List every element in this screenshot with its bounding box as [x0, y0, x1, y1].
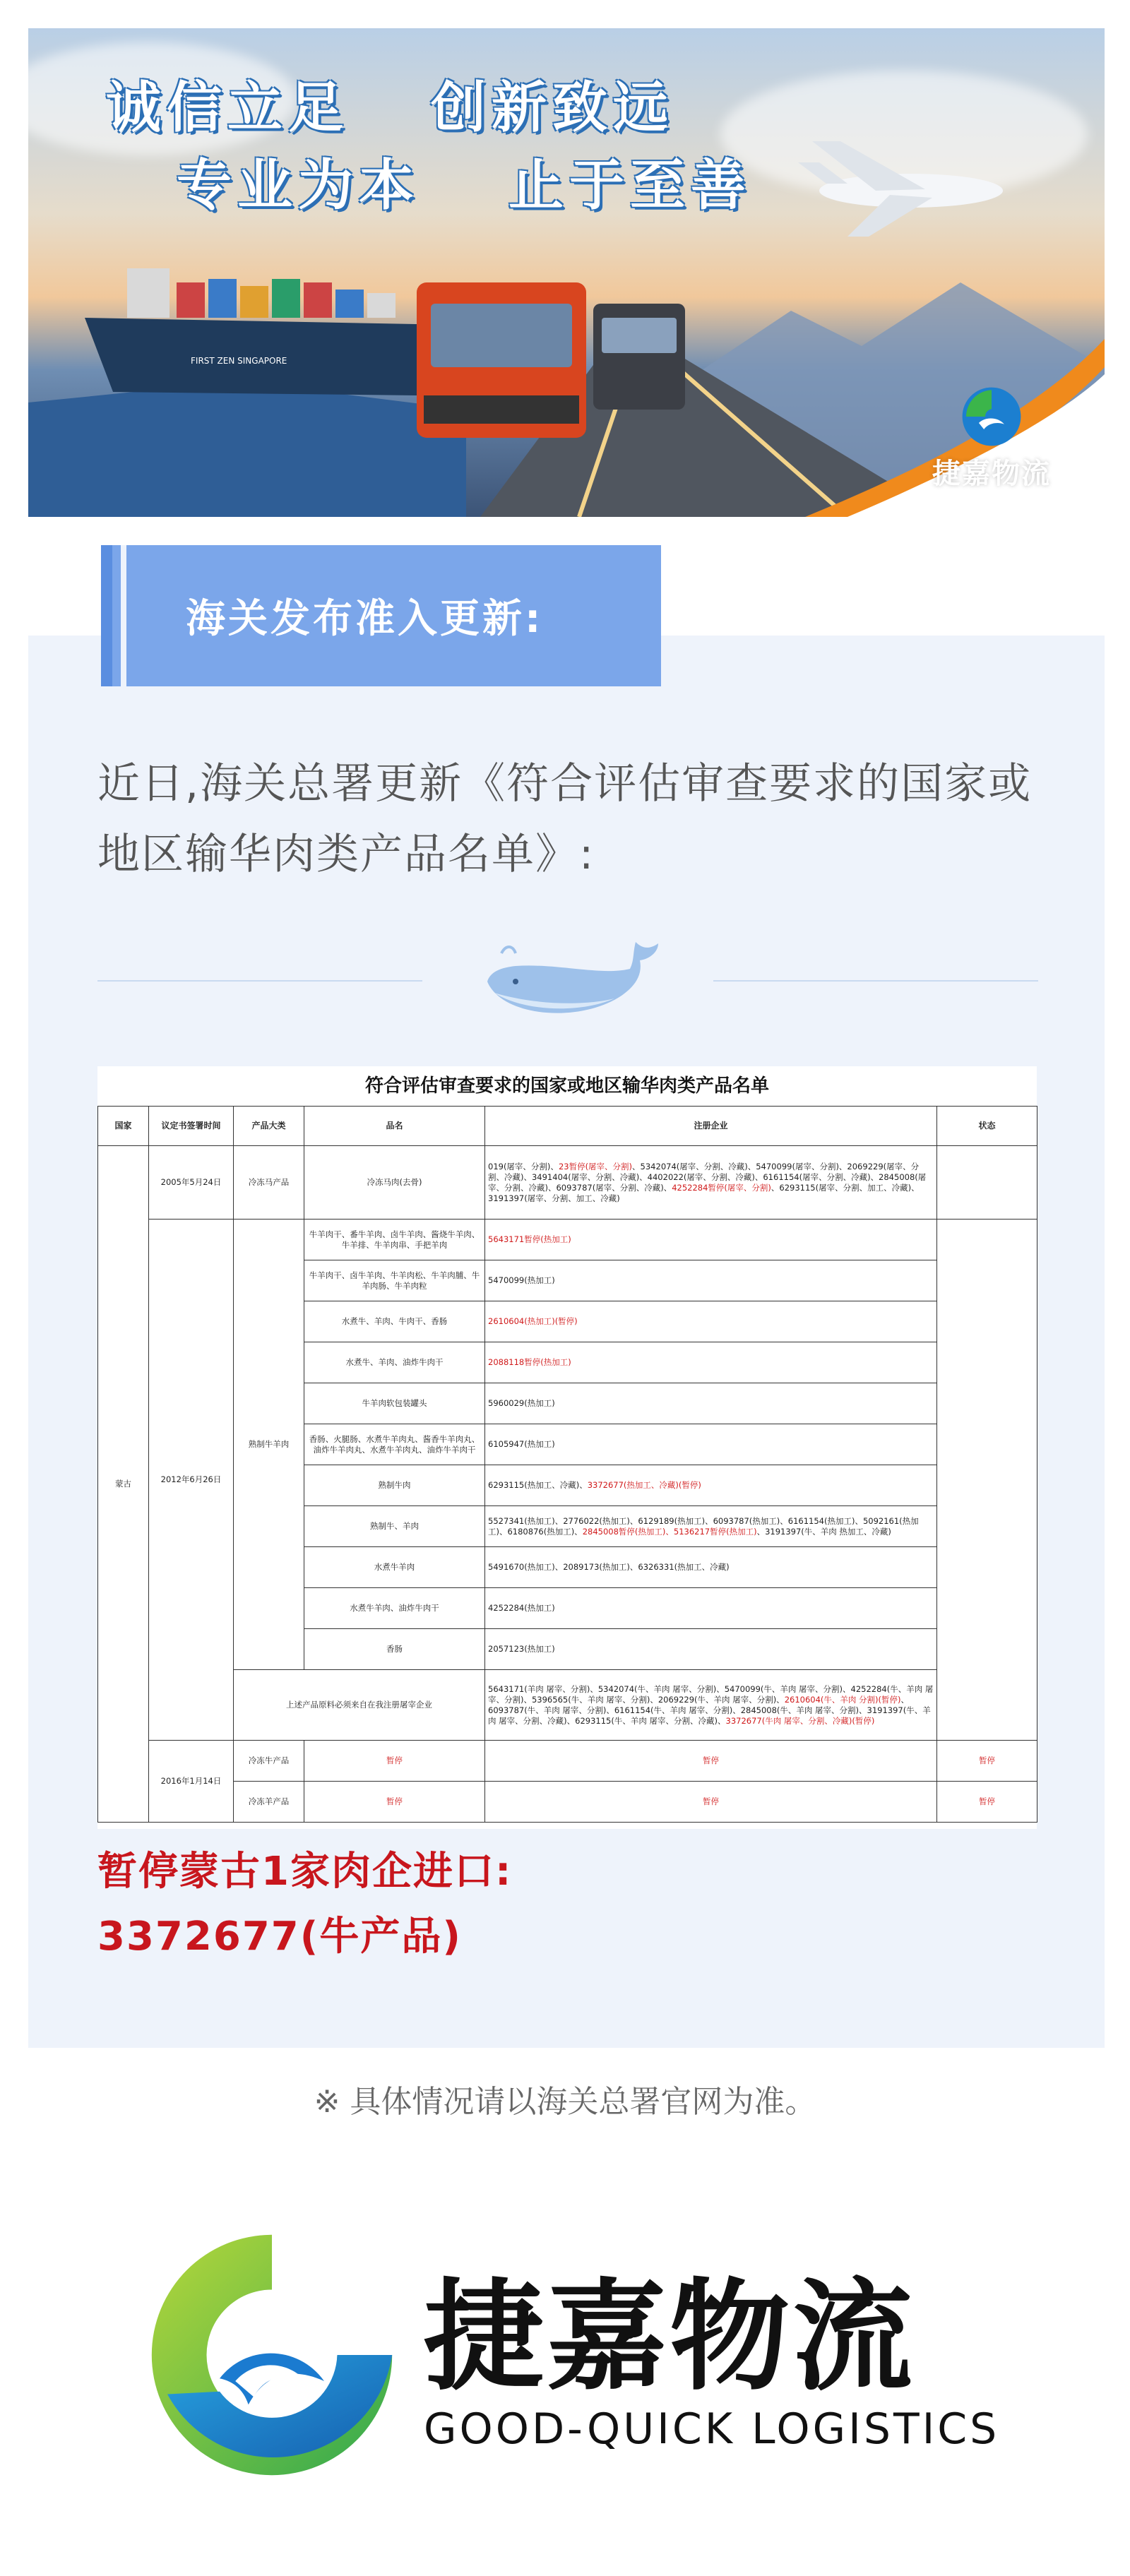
product-cell: 牛羊肉干、卤牛羊肉、牛羊肉松、牛羊肉脯、牛羊肉肠、牛羊肉粒: [304, 1260, 485, 1301]
status-cell: [937, 1146, 1037, 1220]
header-enterprise: 注册企业: [485, 1107, 937, 1146]
meat-product-list-document: [97, 1066, 1037, 1829]
enterprise-cell: 6293115(热加工、冷藏)、3372677(热加工、冷藏)(暂停): [485, 1465, 937, 1506]
brand-swirl-icon: [960, 385, 1023, 448]
hero-banner: [28, 28, 1105, 517]
whale-icon: [473, 932, 664, 1038]
table-row: [98, 1782, 1037, 1823]
slogan-line2-a: 专业为本: [177, 153, 420, 217]
header-category: 产品大类: [234, 1107, 304, 1146]
category-cell: 冷冻羊产品: [234, 1782, 304, 1823]
enterprise-cell: 5527341(热加工)、2776022(热加工)、6129189(热加工)、6093787(热加工)、6161154(热加工)、5092161(热加工)、6180876(热加工)、2845008暂停(热加工)、5136217暂停(热加工)、3191397(牛、羊肉 热加工、冷藏): [485, 1506, 937, 1547]
product-cell: 水煮牛、羊肉、牛肉干、香肠: [304, 1301, 485, 1342]
table-row: [98, 1146, 1037, 1220]
product-cell: 暂停: [304, 1782, 485, 1823]
airplane-illustration: [770, 134, 1003, 240]
product-cell: 水煮牛羊肉、油炸牛肉干: [304, 1588, 485, 1629]
enterprise-cell: 4252284(热加工): [485, 1588, 937, 1629]
category-cell: 冷冻马产品: [234, 1146, 304, 1220]
brand-name-en: GOOD-QUICK LOGISTICS: [424, 2404, 1000, 2454]
product-cell: 冷冻马肉(去骨): [304, 1146, 485, 1220]
enterprise-cell: 6105947(热加工): [485, 1424, 937, 1465]
meat-product-table: [97, 1106, 1037, 1823]
country-cell: 蒙古: [98, 1146, 149, 1823]
enterprise-cell: 2057123(热加工): [485, 1629, 937, 1670]
category-cell: 冷冻牛产品: [234, 1741, 304, 1782]
truck-illustration: [396, 254, 692, 466]
product-cell: 牛羊肉软包装罐头: [304, 1383, 485, 1424]
header-date: 议定书签署时间: [149, 1107, 234, 1146]
suspension-notice: [97, 1839, 1044, 1969]
table-row: [98, 1741, 1037, 1782]
slogan-line1-a: 诚信立足: [106, 76, 350, 140]
header-product: 品名: [304, 1107, 485, 1146]
product-cell: 暂停: [304, 1741, 485, 1782]
category-cell: 熟制牛羊肉: [234, 1220, 304, 1670]
brand-name-cn: 捷嘉物流: [424, 2267, 916, 2407]
section-title-bar: [101, 545, 661, 686]
enterprise-cell: 5960029(热加工): [485, 1383, 937, 1424]
enterprise-cell: 暂停: [485, 1782, 937, 1823]
table-header-row: [98, 1107, 1037, 1146]
brand-logo-icon: [141, 2224, 403, 2486]
date-cell: 2005年5月24日: [149, 1146, 234, 1220]
product-cell: 熟制牛肉: [304, 1465, 485, 1506]
enterprise-cell: 暂停: [485, 1741, 937, 1782]
hero-logo-en: GOOD-QUICK LOGISTICS: [920, 491, 1064, 504]
date-cell: 2016年1月14日: [149, 1741, 234, 1823]
ship-name-text: FIRST ZEN SINGAPORE: [191, 356, 287, 366]
enterprise-cell: 5491670(热加工)、2089173(热加工)、6326331(热加工、冷藏): [485, 1547, 937, 1588]
intro-paragraph: 近日,海关总署更新《符合评估审查要求的国家或地区输华肉类产品名单》:: [97, 759, 1033, 879]
divider-left: [97, 980, 422, 982]
enterprise-cell: 019(屠宰、分割)、23暂停(屠宰、分割)、5342074(屠宰、分割、冷藏)、5470099(屠宰、分割)、2069229(屠宰、分割、冷藏)、3491404(屠宰、分割、冷藏)、4402022(屠宰、分割、冷藏)、6161154(屠宰、分割、冷藏)、2845008(屠宰、分割、冷藏)、6093787(屠宰、分割、冷藏)、4252284暂停(屠宰、分割)、6293115(屠宰、分割、加工、冷藏)、3191397(屠宰、分割、加工、冷藏): [485, 1146, 937, 1220]
table-row: [98, 1670, 1037, 1741]
footnote: ※ 具体情况请以海关总署官网为准。: [314, 2084, 816, 2120]
status-cell: 暂停: [937, 1782, 1037, 1823]
product-cell: 牛羊肉干、番牛羊肉、卤牛羊肉、酱烧牛羊肉、牛羊排、牛羊肉串、手把羊肉: [304, 1220, 485, 1260]
product-cell: 香肠、火腿肠、水煮牛羊肉丸、酱香牛羊肉丸、油炸牛羊肉丸、水煮牛羊肉丸、油炸牛羊肉干: [304, 1424, 485, 1465]
notice-line2: 3372677(牛产品): [97, 1914, 462, 1960]
document-title: 符合评估审查要求的国家或地区输华肉类产品名单: [364, 1075, 769, 1097]
status-cell: [937, 1220, 1037, 1741]
enterprise-cell: 5643171(羊肉 屠宰、分割)、5342074(牛、羊肉 屠宰、分割)、5470099(牛、羊肉 屠宰、分割)、4252284(牛、羊肉 屠宰、分割)、5396565(牛、羊肉 屠宰、分割)、2069229(牛、羊肉 屠宰、分割)、2610604(牛、羊肉 分割)(暂停)、6093787(牛、羊肉 屠宰、分割)、6161154(牛、羊肉 屠宰、分割)、2845008(牛、羊肉 屠宰、分割)、3191397(牛、羊肉 屠宰、分割、冷藏)、6293115(牛、羊肉 屠宰、分割、冷藏)、3372677(牛肉 屠宰、分割、冷藏)(暂停): [485, 1670, 937, 1741]
product-cell: 水煮牛羊肉: [304, 1547, 485, 1588]
enterprise-cell: 2088118暂停(热加工): [485, 1342, 937, 1383]
enterprise-cell: 5643171暂停(热加工): [485, 1220, 937, 1260]
product-cell: 熟制牛、羊肉: [304, 1506, 485, 1547]
slogan-line1-b: 创新致远: [431, 76, 674, 140]
status-cell: 暂停: [937, 1741, 1037, 1782]
enterprise-cell: 2610604(热加工)(暂停): [485, 1301, 937, 1342]
product-cell: 上述产品原料必须来自在我注册屠宰企业: [234, 1670, 485, 1741]
header-status: 状态: [937, 1107, 1037, 1146]
slogan-line2-b: 止于至善: [509, 153, 752, 217]
hero-logo-cn: 捷嘉物流: [932, 458, 1051, 490]
section-title: 海关发布准入更新:: [186, 596, 544, 642]
date-cell: 2012年6月26日: [149, 1220, 234, 1741]
product-cell: 水煮牛、羊肉、油炸牛肉干: [304, 1342, 485, 1383]
header-country: 国家: [98, 1107, 149, 1146]
enterprise-cell: 5470099(热加工): [485, 1260, 937, 1301]
product-cell: 香肠: [304, 1629, 485, 1670]
notice-line1: 暂停蒙古1家肉企进口:: [97, 1849, 513, 1895]
divider-right: [713, 980, 1038, 982]
table-row: [98, 1220, 1037, 1260]
hero-logo: [907, 385, 1076, 504]
